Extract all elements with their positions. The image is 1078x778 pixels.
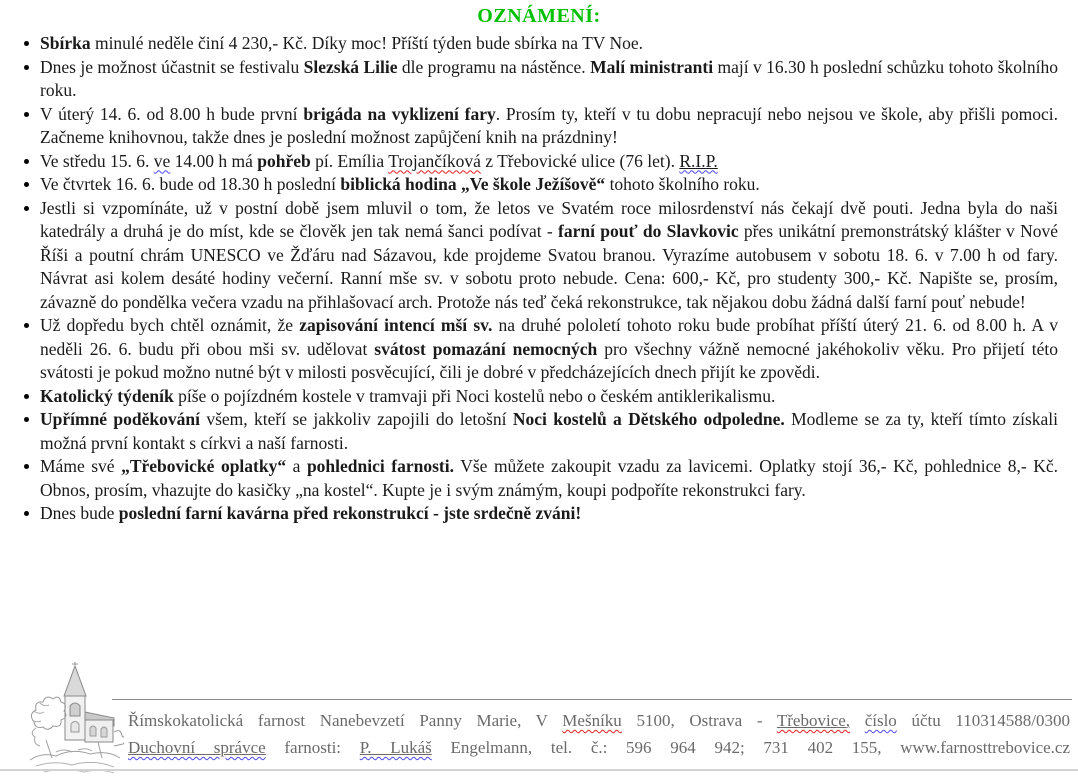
text-segment: Máme své xyxy=(40,456,122,476)
bullet-icon xyxy=(24,182,29,187)
footer-parish-line xyxy=(128,707,1070,734)
list-item xyxy=(22,408,1058,455)
text-segment: pohlednici farnosti. xyxy=(306,456,454,476)
text-segment: přes unikátní premonstrátský klášter v Nové Říši a poutní chrám UNESCO ve Žďáru nad Sázavou, kde projdeme Svatou branou. Vyrazíme autobusem v sobotu 18. 6. v 7.00 h od fary. Návrat asi kolem desáté hodiny večerní. Ranní mše sv. v sobotu proto nebude. Cena: 600,- Kč, pro studenty 300,- Kč. Napište se, prosím, závazně do pondělka večera vzadu na přihlašovací arch. Protože nás teď čeká rekonstrukce, tak nějakou dobu žádná další farní pouť nebude! xyxy=(40,221,1058,312)
text-segment: Dnes je možnost účastnit se festivalu xyxy=(40,56,304,77)
text-segment: R.I.P. xyxy=(679,150,718,171)
text-segment: minulé neděle činí 4 230,- Kč. Díky moc! Příští týden bude sbírka na TV Noe. xyxy=(90,33,644,53)
text-segment: www.farnosttrebovice.cz xyxy=(900,738,1071,757)
text-segment: všem, kteří se jakkoliv zapojili do letošní xyxy=(200,409,513,429)
text-segment: tohoto školního roku. xyxy=(605,174,760,194)
church-sketch-image xyxy=(26,662,124,776)
list-item xyxy=(22,385,1058,409)
bullet-icon xyxy=(24,323,29,328)
text-segment: V úterý 14. 6. od 8.00 h bude první xyxy=(40,103,304,124)
text-segment: biblická hodina „Ve škole Ježíšově“ xyxy=(340,174,606,194)
text-segment: ve xyxy=(153,150,171,171)
text-segment: číslo xyxy=(864,711,897,730)
text-segment: Římskokatolická farnost Nanebevzetí Panny Marie, V xyxy=(128,711,563,730)
text-segment: zapisování intencí mší sv. xyxy=(299,315,493,335)
text-segment: farnosti: xyxy=(265,738,360,757)
text-segment: Modleme se za ty, kteří tímto získali možná první kontakt s církvi a naší farnosti. xyxy=(40,409,1059,453)
bullet-icon xyxy=(24,65,29,70)
bullet-icon xyxy=(24,511,29,516)
bullet-icon xyxy=(24,41,29,46)
text-segment: na druhé pololetí tohoto roku bude probíhat příští úterý 21. 6. od 8.00 h. A v neděli 26. 6. budu při obou mši sv. udělovat xyxy=(40,315,1059,359)
text-segment: a xyxy=(286,456,307,476)
list-item xyxy=(22,502,1058,526)
text-segment: pohřeb xyxy=(257,150,311,171)
bullet-icon xyxy=(24,417,29,422)
text-segment: svátost pomazání nemocných xyxy=(374,338,598,359)
text-segment: farní pouť do Slavkovic xyxy=(558,221,739,241)
text-segment: Jestli si vzpomínáte, už v postní době jsem mluvil o tom, že letos ve Svatém roce milosrdenství nás čekají dvě pouti. Jedna byla do naši katedrály a druhá je do míst, kde se člověk jen tak nemá šanci podívat - xyxy=(40,197,1058,241)
bullet-icon xyxy=(24,464,29,469)
text-segment: Slezská Lilie xyxy=(303,56,398,77)
bullet-icon xyxy=(24,394,29,399)
text-segment: z Třebovické ulice (76 let). xyxy=(480,150,680,171)
text-segment: Engelmann, tel. č.: 596 964 942; 731 402 155, xyxy=(431,738,901,757)
text-segment: Třebovice, xyxy=(776,711,851,730)
text-segment: 14.00 h má xyxy=(170,150,258,171)
announcements-list xyxy=(0,28,1078,526)
text-segment: Malí ministranti xyxy=(590,56,714,77)
text-segment: Vše můžete zakoupit vzadu za lavicemi. Oplatky stojí 36,- Kč, pohlednice 8,- Kč. Obnos, prosím, vhazujte do kasičky „na kostel“. Kupte je i svým známým, koupi podpoříte rekonstrukci fary. xyxy=(40,456,1058,500)
text-segment: Trojančíková xyxy=(388,150,481,171)
text-segment xyxy=(850,711,865,730)
text-segment: dle programu na nástěnce. xyxy=(397,56,591,77)
text-segment: pro všechny vážně nemocné jakéhokoliv věku. Pro přijetí této svátosti je pokud možno nutné být v milosti posvěcující, čili je dobré v předcházejících dnech přijít ke zpovědi. xyxy=(40,338,1058,382)
text-segment: Ve středu 15. 6. xyxy=(40,150,154,171)
text-segment: účtu 110314588/0300 xyxy=(896,711,1070,730)
text-segment: „Třebovické oplatky“ xyxy=(121,456,287,476)
list-item xyxy=(22,173,1058,197)
bullet-icon xyxy=(24,206,29,211)
footer-contact-line xyxy=(128,734,1070,761)
text-segment: Duchovní správce xyxy=(128,738,266,757)
text-segment: Už dopředu bych chtěl oznámit, že xyxy=(40,315,300,335)
list-item xyxy=(22,56,1058,103)
footer xyxy=(128,707,1070,761)
text-segment: Ve čtvrtek 16. 6. bude od 18.30 h poslední xyxy=(40,174,341,194)
list-item xyxy=(22,150,1058,174)
bullet-icon xyxy=(24,159,29,164)
text-segment: Katolický týdeník xyxy=(40,385,174,406)
text-segment: brigáda na vyklizení fary xyxy=(303,103,496,124)
text-segment: mají v 16.30 h poslední schůzku tohoto školního roku. xyxy=(40,56,1058,100)
page-title: OZNÁMENÍ: xyxy=(477,5,601,27)
bullet-icon xyxy=(24,112,29,117)
text-segment: 5100, Ostrava - xyxy=(621,711,777,730)
text-segment: Dnes bude xyxy=(40,503,119,523)
text-segment: Noci kostelů a Dětského odpoledne. xyxy=(512,409,785,429)
list-item xyxy=(22,32,1058,56)
page-bottom-edge xyxy=(0,769,1078,771)
footer-divider-line xyxy=(112,699,1072,700)
text-segment: . Prosím ty, kteří v tu dobu nepracují nebo nejsou ve škole, aby přišli pomoci. Začneme knihovnou, takže dnes je poslední možnost zapůjčení knih na prázdniny! xyxy=(40,103,1058,147)
list-item xyxy=(22,197,1058,315)
text-segment: poslední farní kavárna před rekonstrukcí - jste srdečně zváni! xyxy=(118,503,582,523)
text-segment: Sbírka xyxy=(40,33,91,53)
text-segment: Mešníku xyxy=(562,711,622,730)
list-item xyxy=(22,314,1058,385)
text-segment: pí. Emília xyxy=(310,150,389,171)
list-item xyxy=(22,103,1058,150)
list-item xyxy=(22,455,1058,502)
text-segment: Upřímné poděkování xyxy=(40,409,200,429)
text-segment: píše o pojízdném kostele v tramvaji při Noci kostelů nebo o českém antiklerikalismu. xyxy=(173,385,776,406)
text-segment: P. Lukáš xyxy=(359,738,432,757)
